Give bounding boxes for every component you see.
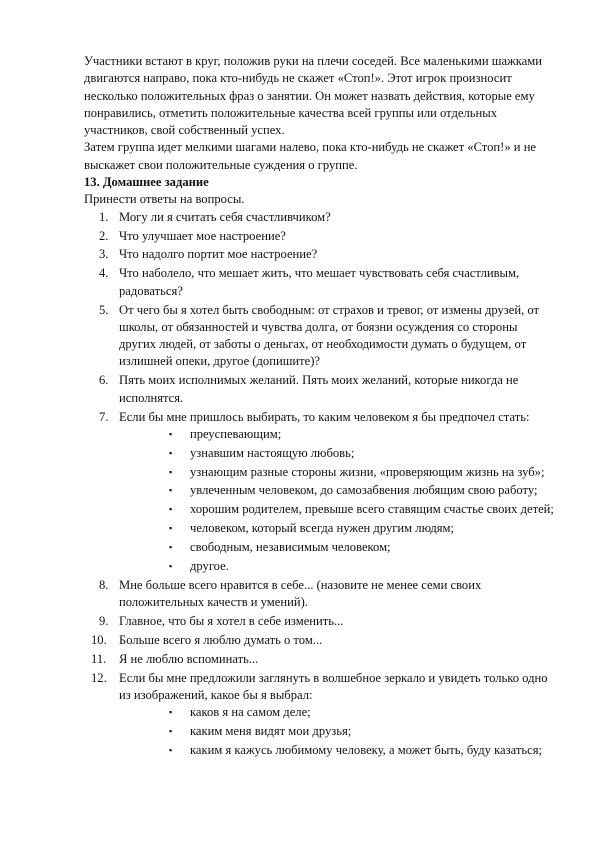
question-list xyxy=(84,209,554,760)
question-item xyxy=(84,209,554,226)
question-number: 12. xyxy=(91,670,107,685)
bullet-square-icon: ▪ xyxy=(169,466,173,477)
answer-option-text: каким меня видят мои друзья; xyxy=(190,724,352,739)
answer-option-text: хорошим родителем, превыше всего ставящим счастье своих детей; xyxy=(190,502,554,517)
question-text: Что улучшает мое настроение? xyxy=(119,228,286,243)
question-text: Что надолго портит мое настроение? xyxy=(119,247,318,262)
answer-option xyxy=(119,426,554,443)
question-item xyxy=(84,632,554,649)
question-text: Что наболело, что мешает жить, что мешает чувствовать себя счастливым, радоваться? xyxy=(119,266,520,298)
section-subheading: Принести ответы на вопросы. xyxy=(84,192,245,207)
answer-option xyxy=(119,704,554,721)
question-text: От чего бы я хотел быть свободным: от страхов и тревог, от измены друзей, от школы, от обязанностей и чувства долга, от боязни осуждения со стороны других людей, от заботы о деньгах, от необходимости думать о будущем, от излишней опеки, другое (допишите)? xyxy=(119,302,540,369)
question-text: Мне больше всего нравится в себе... (назовите не менее семи своих положительных качеств и умений). xyxy=(119,577,482,610)
bullet-square-icon: ▪ xyxy=(169,542,173,553)
bullet-square-icon: ▪ xyxy=(169,504,173,515)
bullet-square-icon: ▪ xyxy=(169,707,173,718)
answer-option-text: увлеченным человеком, до самозабвения любящим свою работу; xyxy=(190,483,538,498)
question-number: 4. xyxy=(99,266,109,281)
question-item xyxy=(84,302,554,371)
question-item xyxy=(84,372,554,407)
bullet-square-icon: ▪ xyxy=(169,726,173,737)
question-item xyxy=(84,577,554,612)
question-number: 6. xyxy=(99,373,109,388)
section-heading: 13. Домашнее задание xyxy=(84,175,209,190)
answer-options-list xyxy=(119,426,554,576)
question-text: Я не люблю вспоминать... xyxy=(119,651,259,666)
question-text: Могу ли я считать себя счастливчиком? xyxy=(119,209,331,224)
question-item xyxy=(84,613,554,630)
question-text: Пять моих исполнимых желаний. Пять моих желаний, которые никогда не исполнятся. xyxy=(119,373,519,405)
intro-paragraph-1: Участники встают в круг, положив руки на плечи соседей. Все маленькими шажками двигаются направо, пока кто-нибудь не скажет «Стоп!». Этот игрок произносит несколько положительных фраз о занятии. Он может назвать действия, которые ему понравились, отметить положительные качества всей группы или отдельных участников, свой собственный успех. xyxy=(84,54,542,138)
answer-option xyxy=(119,742,554,759)
question-number: 3. xyxy=(99,247,109,262)
answer-option-text: каков я на самом деле; xyxy=(190,705,311,720)
question-text: Больше всего я люблю думать о том... xyxy=(119,633,323,647)
answer-option xyxy=(119,520,554,537)
question-item xyxy=(84,409,554,576)
question-number: 1. xyxy=(99,209,109,224)
question-number: 5. xyxy=(99,302,109,317)
answer-option-text: каким я кажусь любимому человеку, а может быть, буду казаться; xyxy=(190,743,543,758)
bullet-square-icon: ▪ xyxy=(169,561,173,572)
answer-option-text: узнавшим настоящую любовь; xyxy=(190,445,355,460)
question-item xyxy=(84,246,554,263)
answer-option xyxy=(119,445,554,462)
answer-option xyxy=(119,501,554,518)
answer-options-list xyxy=(119,704,554,759)
question-number: 8. xyxy=(99,577,109,592)
question-text: Если бы мне пришлось выбирать, то каким человеком я бы предпочел стать: xyxy=(119,409,530,424)
question-item xyxy=(84,670,554,760)
bullet-square-icon: ▪ xyxy=(169,428,173,439)
answer-option-text: преуспевающим; xyxy=(190,426,282,441)
question-number: 7. xyxy=(99,409,109,424)
intro-paragraph-2: Затем группа идет мелкими шагами налево, пока кто-нибудь не скажет «Стоп!» и не выскажет свои положительные суждения о группе. xyxy=(84,140,537,172)
bullet-square-icon: ▪ xyxy=(169,447,173,458)
question-number: 9. xyxy=(99,614,109,629)
question-number: 2. xyxy=(99,228,109,243)
answer-option-text: человеком, который всегда нужен другим людям; xyxy=(190,521,455,536)
answer-option-text: свободным, независимым человеком; xyxy=(190,540,391,555)
question-item xyxy=(84,265,554,300)
answer-option xyxy=(119,539,554,556)
question-item xyxy=(84,228,554,245)
question-text: Главное, что бы я хотел в себе изменить... xyxy=(119,614,344,629)
bullet-square-icon: ▪ xyxy=(169,745,173,756)
question-item xyxy=(84,651,554,668)
question-number: 10. xyxy=(91,633,107,647)
answer-option xyxy=(119,723,554,740)
question-text: Если бы мне предложили заглянуть в волшебное зеркало и увидеть только одно из изображений, какое бы я выбрал: xyxy=(119,670,548,703)
answer-option-text: другое. xyxy=(190,559,229,574)
answer-option-text: узнающим разные стороны жизни, «проверяющим жизнь на зуб»; xyxy=(190,464,545,479)
bullet-square-icon: ▪ xyxy=(169,523,173,534)
answer-option xyxy=(119,482,554,499)
page-content xyxy=(84,53,554,761)
answer-option xyxy=(119,464,554,481)
question-number: 11. xyxy=(91,651,107,666)
answer-option xyxy=(119,558,554,575)
bullet-square-icon: ▪ xyxy=(169,485,173,496)
